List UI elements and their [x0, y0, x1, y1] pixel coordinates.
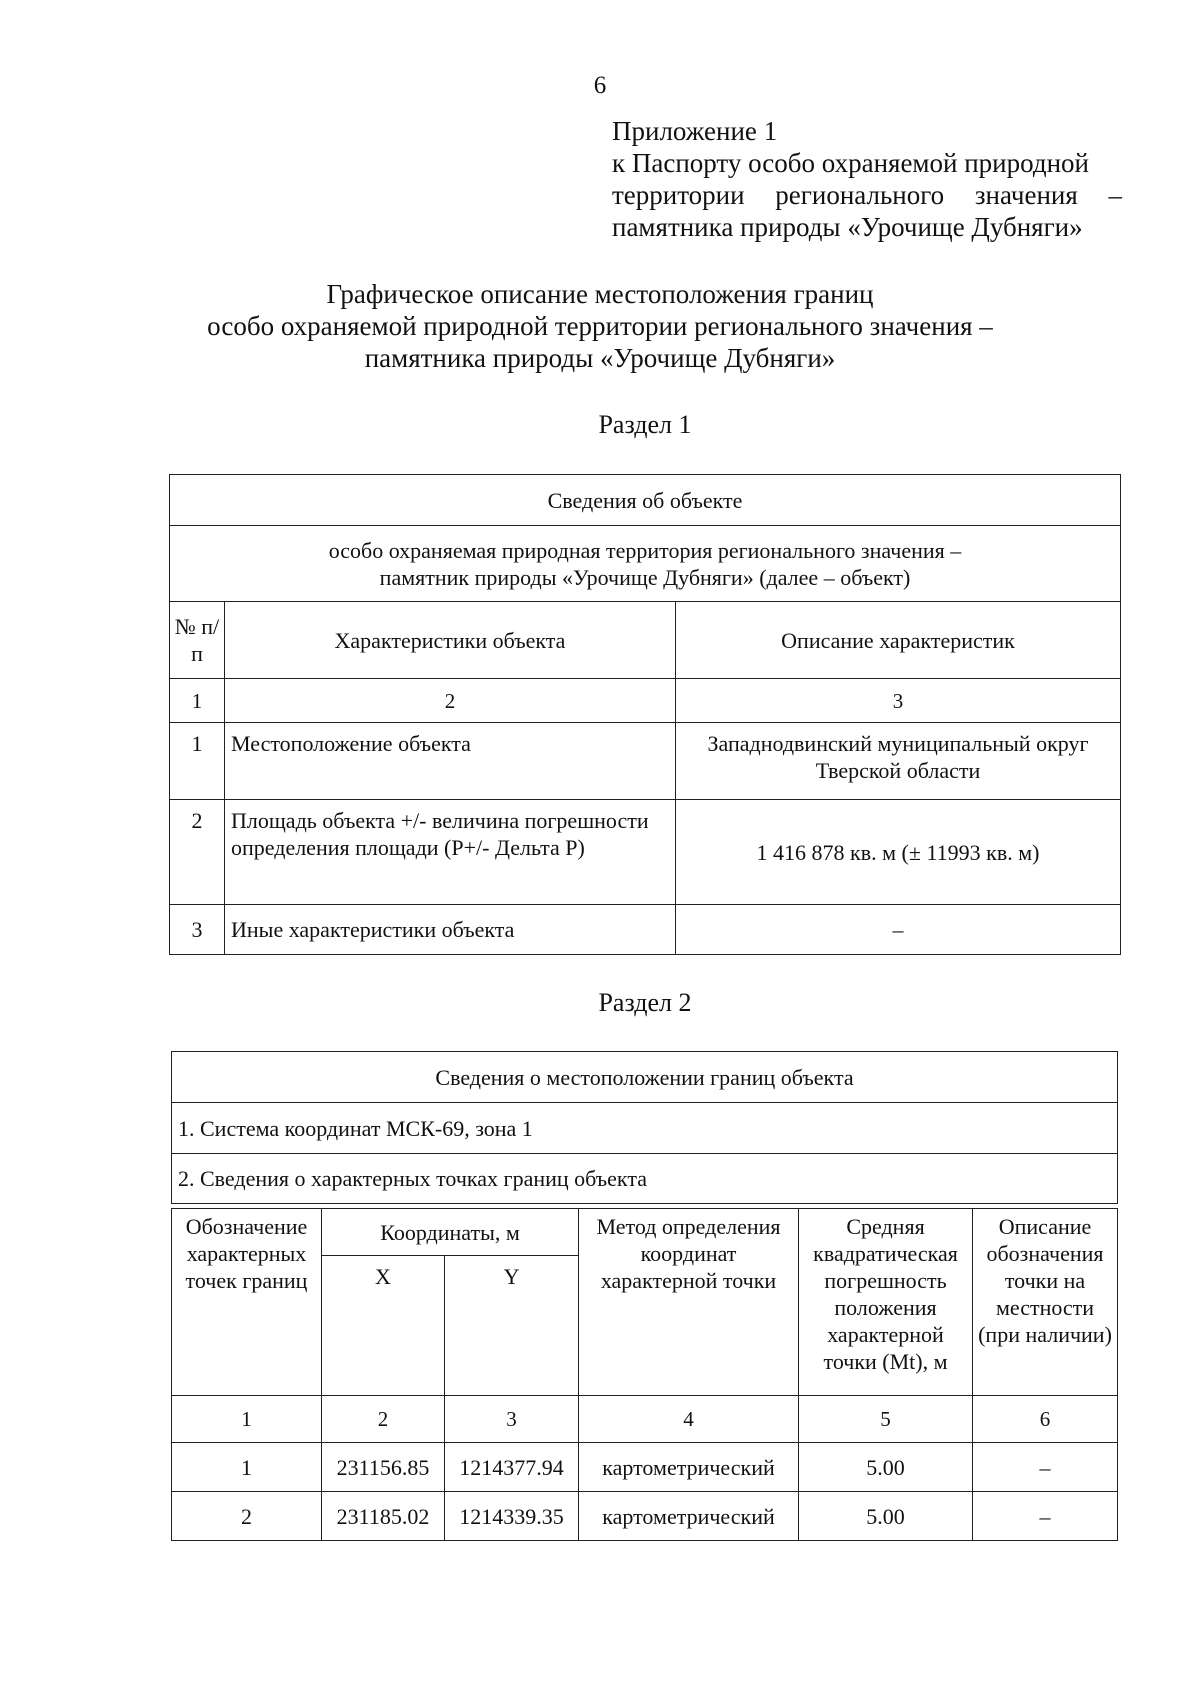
boundary-points-table	[171, 1208, 1118, 1541]
appendix-line: к Паспорту особо охраняемой природной	[612, 148, 1089, 178]
row-num: 3	[170, 905, 225, 955]
table-row	[172, 1492, 1118, 1541]
table-title: Сведения об объекте	[170, 475, 1121, 526]
index-cell: 3	[445, 1396, 579, 1443]
point-x: 231185.02	[322, 1492, 445, 1541]
table-row	[170, 800, 1121, 905]
row-characteristic: Местоположение объекта	[225, 723, 676, 800]
index-cell: 2	[225, 679, 676, 723]
table-title: Сведения о местоположении границ объекта	[172, 1052, 1118, 1103]
index-cell: 1	[172, 1396, 322, 1443]
points-title: 2. Сведения о характерных точках границ объекта	[172, 1154, 1118, 1204]
header-description: Описание характеристик	[676, 602, 1121, 679]
point-description: –	[973, 1492, 1118, 1541]
point-method: картометрический	[579, 1492, 799, 1541]
title-line: памятника природы «Урочище Дубняги»	[364, 343, 836, 373]
table-row	[170, 723, 1121, 800]
point-method: картометрический	[579, 1443, 799, 1492]
header-x: X	[322, 1256, 445, 1396]
row-description: 1 416 878 кв. м (± 11993 кв. м)	[676, 800, 1121, 905]
index-cell: 3	[676, 679, 1121, 723]
point-x: 231156.85	[322, 1443, 445, 1492]
appendix-note	[612, 115, 1122, 243]
row-characteristic: Площадь объекта +/- величина погрешности определения площади (Р+/- Дельта Р)	[225, 800, 676, 905]
object-name-line: памятник природы «Урочище Дубняги» (далее – объект)	[379, 564, 911, 590]
object-info-table	[169, 474, 1121, 955]
appendix-line: памятника природы «Урочище Дубняги»	[612, 212, 1083, 242]
row-characteristic: Иные характеристики объекта	[225, 905, 676, 955]
points-title-box	[171, 1153, 1118, 1204]
header-method: Метод определения координат характерной точки	[579, 1209, 799, 1396]
header-num: № п/п	[170, 602, 225, 679]
index-cell: 2	[322, 1396, 445, 1443]
row-num: 2	[170, 800, 225, 905]
point-y: 1214377.94	[445, 1443, 579, 1492]
coordinate-system: 1. Система координат МСК-69, зона 1	[172, 1103, 1118, 1154]
point-description: –	[973, 1443, 1118, 1492]
index-cell: 6	[973, 1396, 1118, 1443]
appendix-line: Приложение 1	[612, 116, 778, 146]
index-cell: 1	[170, 679, 225, 723]
document-title	[150, 278, 1050, 374]
point-id: 2	[172, 1492, 322, 1541]
appendix-line: территории регионального значения –	[612, 180, 1122, 210]
point-y: 1214339.35	[445, 1492, 579, 1541]
section-2-heading: Раздел 2	[598, 988, 692, 1017]
title-line: Графическое описание местоположения границ	[326, 279, 874, 309]
header-coordinates: Координаты, м	[322, 1209, 579, 1256]
index-cell: 5	[799, 1396, 973, 1443]
point-id: 1	[172, 1443, 322, 1492]
boundary-info-table	[171, 1051, 1118, 1154]
point-error: 5.00	[799, 1492, 973, 1541]
header-error: Средняя квадратическая погрешность положения характерной точки (Mt), м	[799, 1209, 973, 1396]
title-line: особо охраняемой природной территории регионального значения –	[207, 311, 993, 341]
header-characteristic: Характеристики объекта	[225, 602, 676, 679]
row-description: –	[676, 905, 1121, 955]
row-description: Западнодвинский муниципальный округ Тверской области	[676, 723, 1121, 800]
page-number: 6	[593, 72, 607, 99]
header-y: Y	[445, 1256, 579, 1396]
object-name	[170, 526, 1121, 602]
section-1-heading: Раздел 1	[598, 410, 692, 439]
table-row	[170, 905, 1121, 955]
row-num: 1	[170, 723, 225, 800]
point-error: 5.00	[799, 1443, 973, 1492]
object-name-line: особо охраняемая природная территория регионального значения –	[328, 537, 962, 563]
header-designation: Обозначение характерных точек границ	[172, 1209, 322, 1396]
header-point-description: Описание обозначения точки на местности (при наличии)	[973, 1209, 1118, 1396]
index-cell: 4	[579, 1396, 799, 1443]
table-row	[172, 1443, 1118, 1492]
